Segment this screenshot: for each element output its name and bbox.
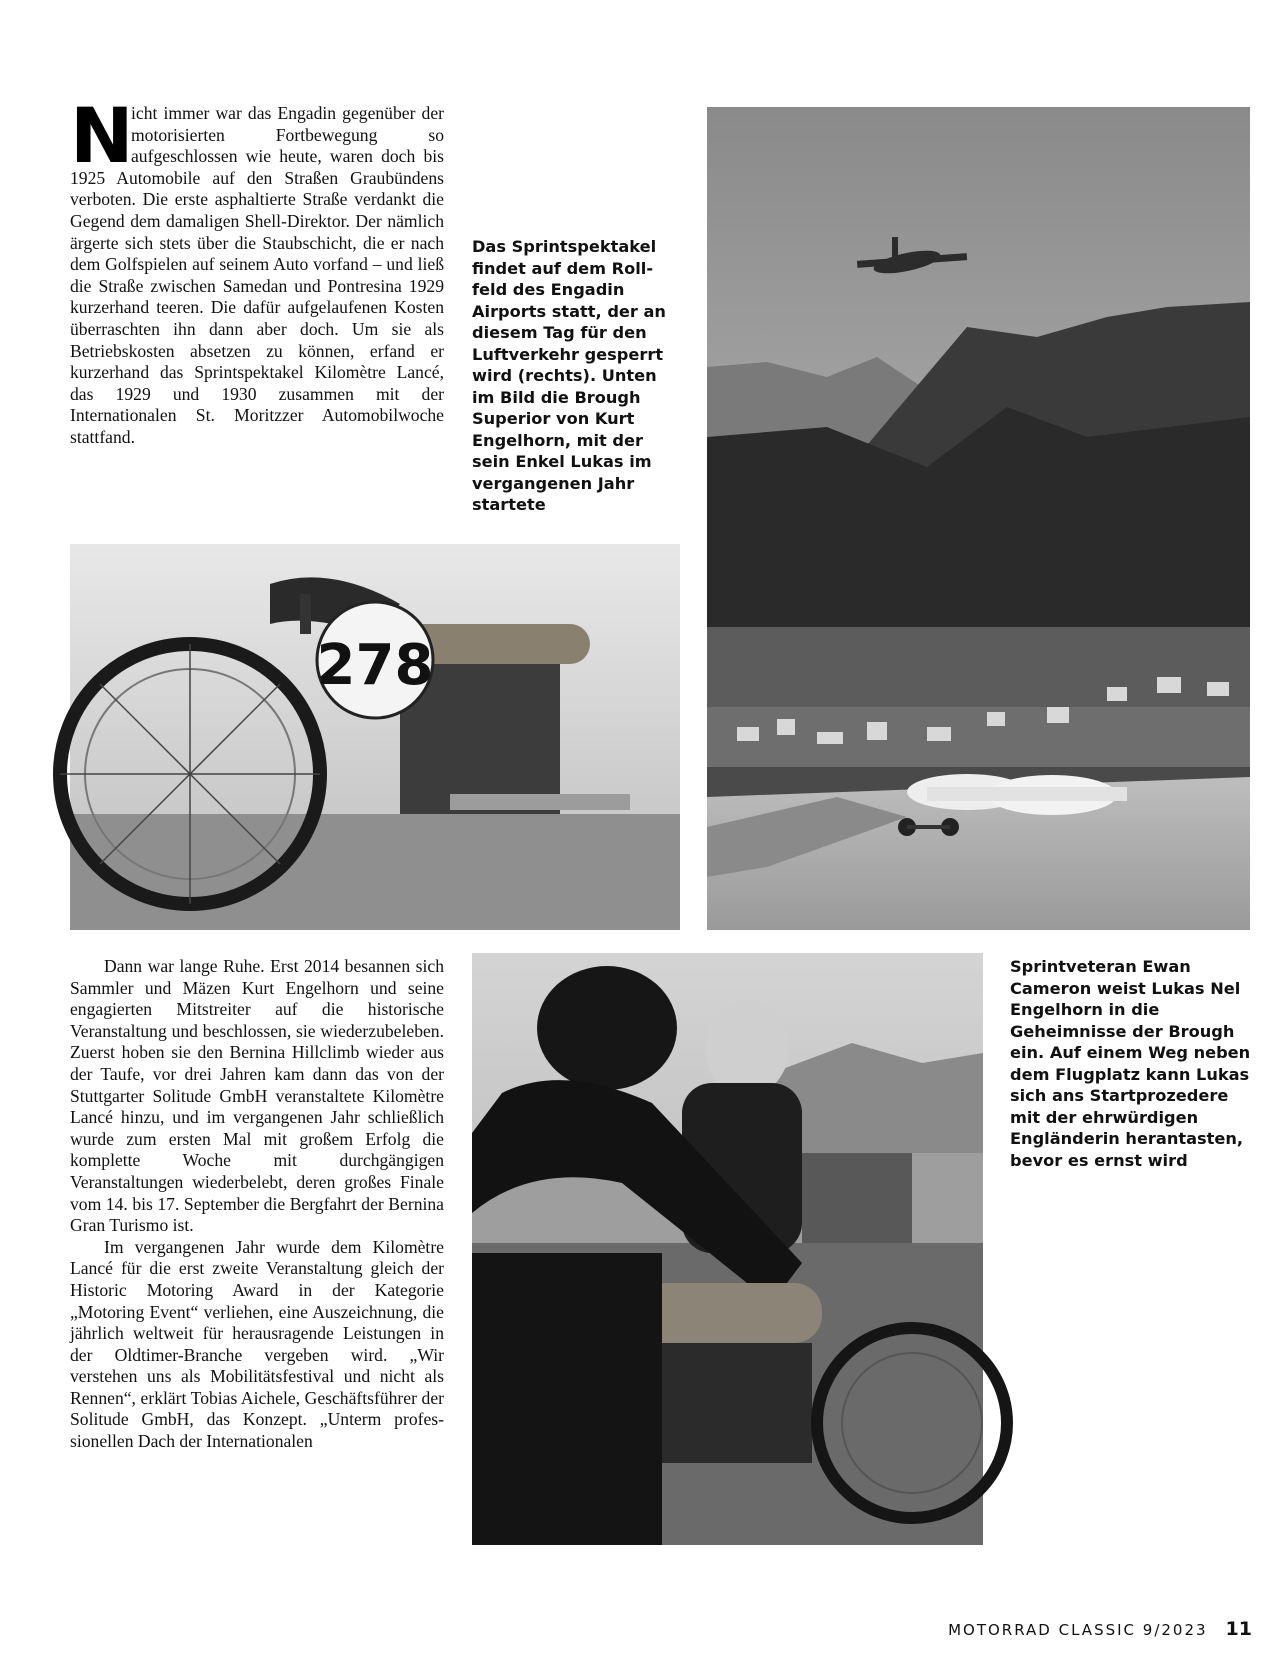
- article-continued: [70, 956, 444, 1453]
- photo-mentoring-image: [472, 953, 983, 1545]
- article-paragraph-2: Dann war lange Ruhe. Erst 2014 besannen sich Sammler und Mäzen Kurt Engelhorn und seine engagierten Mitstreiter auf die historische Veranstaltung und beschlossen, sie wiederzubeleben. Zuerst hoben sie den Bernina Hillclimb wieder aus der Taufe, vor drei Jahren kam dann das von der Stuttgarter Solitude GmbH veranstaltete Kilomètre Lancé hinzu, und im vergangenen Jahr schließlich wurde zum ersten Mal mit großem Erfolg die komplette Woche mit durchgängigen Veranstaltungen wiederbelebt, deren großes Finale vom 14. bis 17. September die Bergfahrt der Bernina Gran Turismo ist.: [70, 956, 444, 1236]
- drop-cap: N: [70, 91, 134, 180]
- photo-ewan-cameron-lukas: [472, 953, 983, 1545]
- caption-airfield-text: Das Sprintspektakel findet auf dem Rollfeld des Engadin Airports statt, der an diesem Tag für den Luftverkehr gesperrt wird (rechts). Unten im Bild die Brough Superior von Kurt Engelhorn, mit der sein Enkel Lukas im vergangenen Jahr startete: [472, 237, 666, 514]
- photo-caption-mentoring: [1010, 956, 1255, 1171]
- photo-airfield-image: [707, 107, 1250, 930]
- photo-caption-airfield: [472, 236, 677, 516]
- article-intro: [70, 91, 444, 449]
- photo-engadin-airfield: [707, 107, 1250, 930]
- caption-mentoring-text: Sprintveteran Ewan Cameron weist Lukas Nel Engelhorn in die Geheimnisse der Brough ein. Auf einem Weg neben dem Flugplatz kann Lukas sich ans Startprozedere mit der ehrwürdigen Engländerin herantasten, bevor es ernst wird: [1010, 957, 1251, 1170]
- page-number: 11: [1225, 1618, 1252, 1640]
- race-number: 278: [316, 633, 434, 698]
- photo-brough-image: [70, 544, 680, 930]
- magazine-issue: MOTORRAD CLASSIC 9/2023: [948, 1621, 1208, 1639]
- photo-brough-superior: [70, 544, 680, 930]
- page-footer: [948, 1618, 1252, 1640]
- article-intro-text: icht immer war das Engadin gegenüber der motorisierten Fortbewegung so aufgeschlossen wie heute, waren doch bis 1925 Automobile auf den Straßen Graubündens verboten. Die erste asphaltierte Straße verdankt die Gegend dem damaligen Shell-Direktor. Der nämlich ärgerte sich stets über die Staubschicht, die er nach dem Golfspielen auf seinem Auto vorfand – und ließ die Straße zwischen Samedan und Pontresina 1929 kurzerhand teeren. Die dafür aufgelaufenen Kosten überraschten ihn dann aber doch. Um sie als Betriebskosten absetzen zu können, erfand er kurzerhand das Sprintspektakel Kilomètre Lancé, das 1929 und 1930 zusammen mit der Internationalen St. Moritzzer Automobilwoche stattfand.: [70, 103, 444, 447]
- article-paragraph-3: Im vergangenen Jahr wurde dem Kilomètre Lancé für die erst zweite Veranstaltung gleich der Historic Motoring Award in der Kategorie „Motoring Event“ verliehen, eine Auszeichnung, die jährlich weltweit für herausragende Leistungen in der Oldtimer-Branche vergeben wird. „Wir verstehen uns als Mobilitätsfestival und nicht als Rennen“, erklärt Tobias Aichele, Geschäftsführer der Solitude GmbH, das Konzept. „Unterm professionellen Dach der Internationalen: [70, 1236, 444, 1452]
